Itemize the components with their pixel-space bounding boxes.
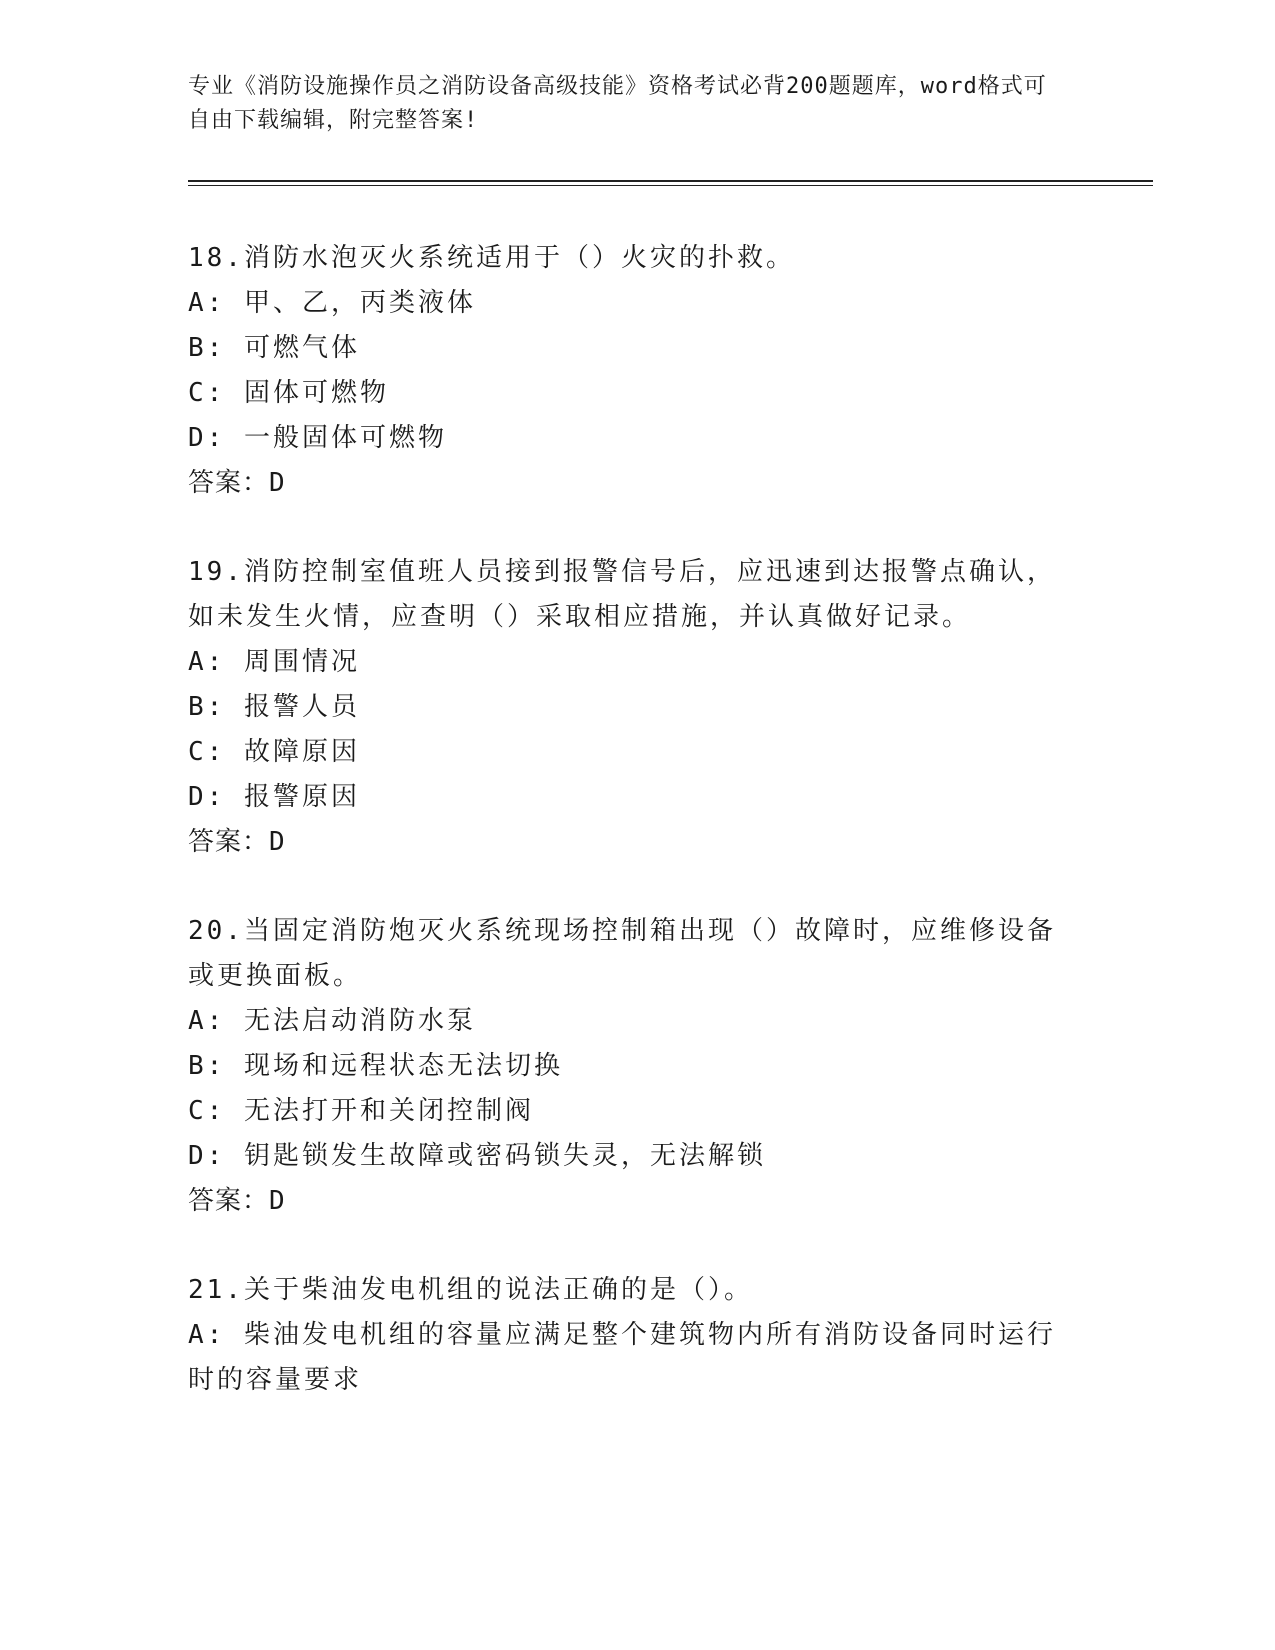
question-option-d: D: 钥匙锁发生故障或密码锁失灵，无法解锁	[188, 1141, 766, 1171]
question-answer: 答案：D	[188, 1186, 286, 1216]
question-list	[188, 236, 1153, 1403]
question-option-c: C: 故障原因	[188, 737, 360, 767]
question-item	[188, 236, 1153, 506]
document-header-text: 专业《消防设施操作员之消防设备高级技能》资格考试必背200题题库，word格式可自由下载编辑，附完整答案!	[188, 74, 1047, 133]
question-stem: 21.关于柴油发电机组的说法正确的是（）。	[188, 1275, 753, 1305]
question-option-d: D: 报警原因	[188, 782, 360, 812]
header-divider	[188, 180, 1153, 186]
question-stem: 19.消防控制室值班人员接到报警信号后，应迅速到达报警点确认，如未发生火情，应查明（）采取相应措施，并认真做好记录。	[188, 557, 1056, 632]
question-option-c: C: 无法打开和关闭控制阀	[188, 1096, 534, 1126]
question-option-a: A: 柴油发电机组的容量应满足整个建筑物内所有消防设备同时运行时的容量要求	[188, 1320, 1056, 1395]
question-stem: 18.消防水泡灭火系统适用于（）火灾的扑救。	[188, 243, 795, 273]
question-stem: 20.当固定消防炮灭火系统现场控制箱出现（）故障时，应维修设备或更换面板。	[188, 916, 1056, 991]
question-option-d: D: 一般固体可燃物	[188, 423, 447, 453]
document-page	[188, 70, 1153, 1447]
question-item	[188, 909, 1153, 1224]
question-answer: 答案：D	[188, 468, 286, 498]
question-option-b: B: 现场和远程状态无法切换	[188, 1051, 563, 1081]
question-answer: 答案：D	[188, 827, 286, 857]
question-option-b: B: 可燃气体	[188, 333, 360, 363]
question-option-c: C: 固体可燃物	[188, 378, 389, 408]
question-option-b: B: 报警人员	[188, 692, 360, 722]
question-item	[188, 550, 1153, 865]
question-item	[188, 1268, 1153, 1403]
question-option-a: A: 甲、乙，丙类液体	[188, 288, 476, 318]
question-option-a: A: 无法启动消防水泵	[188, 1006, 476, 1036]
question-option-a: A: 周围情况	[188, 647, 360, 677]
